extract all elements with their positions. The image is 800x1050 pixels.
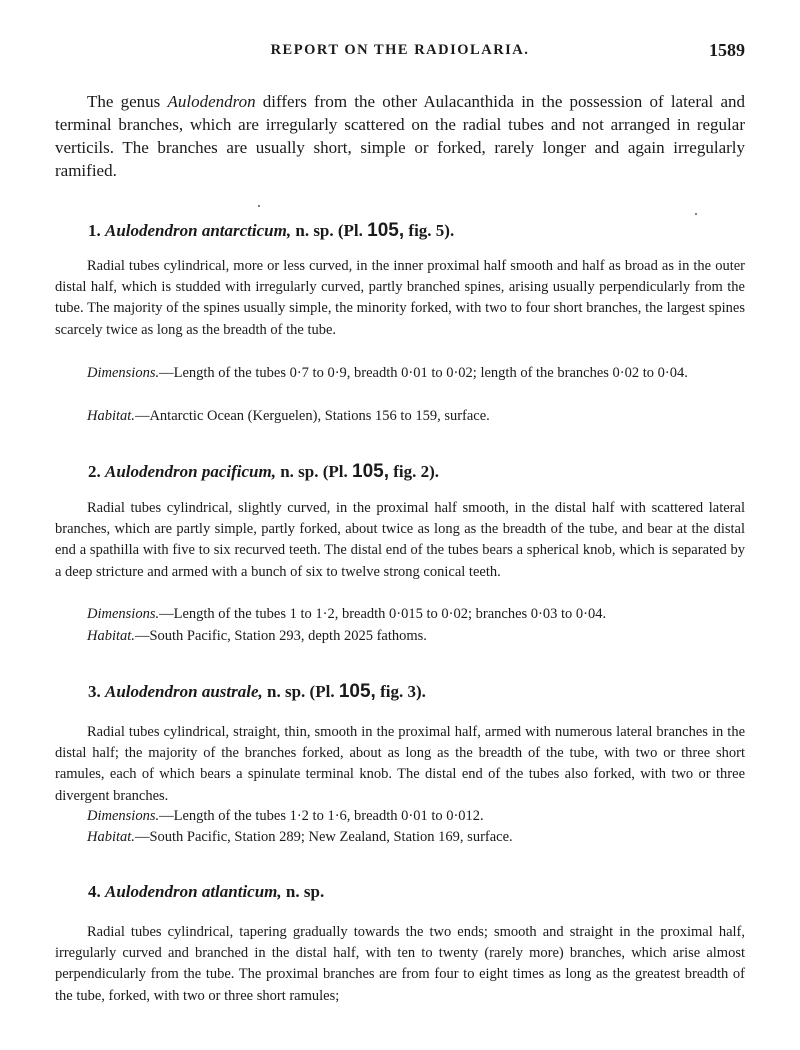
print-speck <box>695 213 697 215</box>
species-description: Radial tubes cylindrical, tapering gradually towards the two ends; smooth and straight in the proximal half, irregularly curved and branched in the distal half, with ten to twenty (rarely more) branches, which arise almost perpendicularly from the tube. The proximal branches are from four to eight times as long as the greatest breadth of the tube, forked, with two or three short ramules; <box>55 924 745 1004</box>
plate-prefix: (Pl. <box>337 221 363 240</box>
species-number: 2. <box>88 462 101 481</box>
habitat-line <box>55 406 745 427</box>
dimensions-label: Dimensions. <box>87 606 160 622</box>
species-name: Aulodendron atlanticum, <box>105 882 282 901</box>
habitat-label: Habitat. <box>87 829 135 845</box>
species-number: 1. <box>88 221 101 240</box>
dimensions-label: Dimensions. <box>87 808 160 824</box>
intro-text-after: differs from the other Aulacanthida in the possession of lateral and terminal branches, which are irregularly scattered on the radial tubes and not arranged in regular verticils. The branches are usually short, simple or forked, rarely longer and again irregularly ramified. <box>55 92 746 180</box>
habitat-line <box>55 827 745 848</box>
species-status: n. sp. <box>295 221 334 240</box>
species-name: Aulodendron australe, <box>105 682 263 701</box>
dimensions-text: —Length of the tubes 1 to 1·2, breadth 0·015 to 0·02; branches 0·03 to 0·04. <box>159 606 607 622</box>
species-heading <box>88 882 324 902</box>
page-number: 1589 <box>709 40 745 60</box>
running-title: REPORT ON THE RADIOLARIA. <box>270 42 530 58</box>
plate-number: 105, <box>367 220 405 241</box>
species-heading <box>88 681 426 703</box>
dimensions-text: —Length of the tubes 0·7 to 0·9, breadth 0·01 to 0·02; length of the branches 0·02 to 0·04. <box>159 365 688 381</box>
habitat-text: —Antarctic Ocean (Kerguelen), Stations 156 to 159, surface. <box>134 408 490 424</box>
plate-prefix: (Pl. <box>309 682 335 701</box>
plate-number: 105, <box>352 461 390 482</box>
dimensions-line <box>55 363 745 384</box>
habitat-label: Habitat. <box>87 628 135 644</box>
habitat-line <box>55 626 745 647</box>
habitat-text: —South Pacific, Station 289; New Zealand, Station 169, surface. <box>134 829 513 845</box>
figure-ref: fig. 5). <box>408 221 455 240</box>
species-description: Radial tubes cylindrical, straight, thin, smooth in the proximal half, armed with numerous lateral branches in the distal half; the majority of the branches forked, about as long as the breadth of the tube, with two or three short ramules, each of which bears a spinulate terminal knob. The distal end of the tubes also forked, with two or three divergent branches. <box>55 724 745 804</box>
figure-ref: fig. 3). <box>380 682 426 701</box>
genus-name: Aulodendron <box>167 92 256 111</box>
intro-paragraph <box>55 90 745 182</box>
plate-prefix: (Pl. <box>322 462 348 481</box>
species-number: 4. <box>88 882 101 901</box>
plate-number: 105, <box>338 681 376 702</box>
species-status: n. sp. <box>285 882 325 901</box>
species-number: 3. <box>88 682 101 701</box>
species-name: Aulodendron pacificum, <box>105 462 276 481</box>
species-heading <box>88 220 454 242</box>
species-status: n. sp. <box>267 682 306 701</box>
habitat-text: —South Pacific, Station 293, depth 2025 fathoms. <box>134 628 427 644</box>
habitat-label: Habitat. <box>87 408 135 424</box>
species-heading <box>88 461 439 483</box>
dimensions-line <box>55 806 745 827</box>
print-speck <box>258 205 260 207</box>
species-status: n. sp. <box>280 462 319 481</box>
species-description: Radial tubes cylindrical, slightly curved, in the proximal half smooth, in the distal half with scattered lateral branches, which are partly simple, partly forked, about twice as long as the breadth of the tube, and bear at the distal end a spathilla with five to six recurved teeth. The distal end of the tubes bears a spherical knob, which is separated by a deep stricture and armed with a bunch of six to twelve strong conical teeth. <box>55 500 745 580</box>
species-description: Radial tubes cylindrical, more or less curved, in the inner proximal half smooth and half as broad as in the outer distal half, which is studded with irregularly curved, partly branched spines, arising usually perpendicularly from the tube. The majority of the spines usually simple, the minority forked, with two to four short branches, the largest spines scarcely twice as long as the breadth of the tube. <box>55 258 745 338</box>
intro-text-before: The genus <box>87 92 168 111</box>
dimensions-line <box>55 604 745 625</box>
dimensions-text: —Length of the tubes 1·2 to 1·6, breadth 0·01 to 0·012. <box>159 808 484 824</box>
species-name: Aulodendron antarcticum, <box>105 221 292 240</box>
figure-ref: fig. 2). <box>393 462 440 481</box>
dimensions-label: Dimensions. <box>87 365 160 381</box>
page-header <box>55 42 745 66</box>
